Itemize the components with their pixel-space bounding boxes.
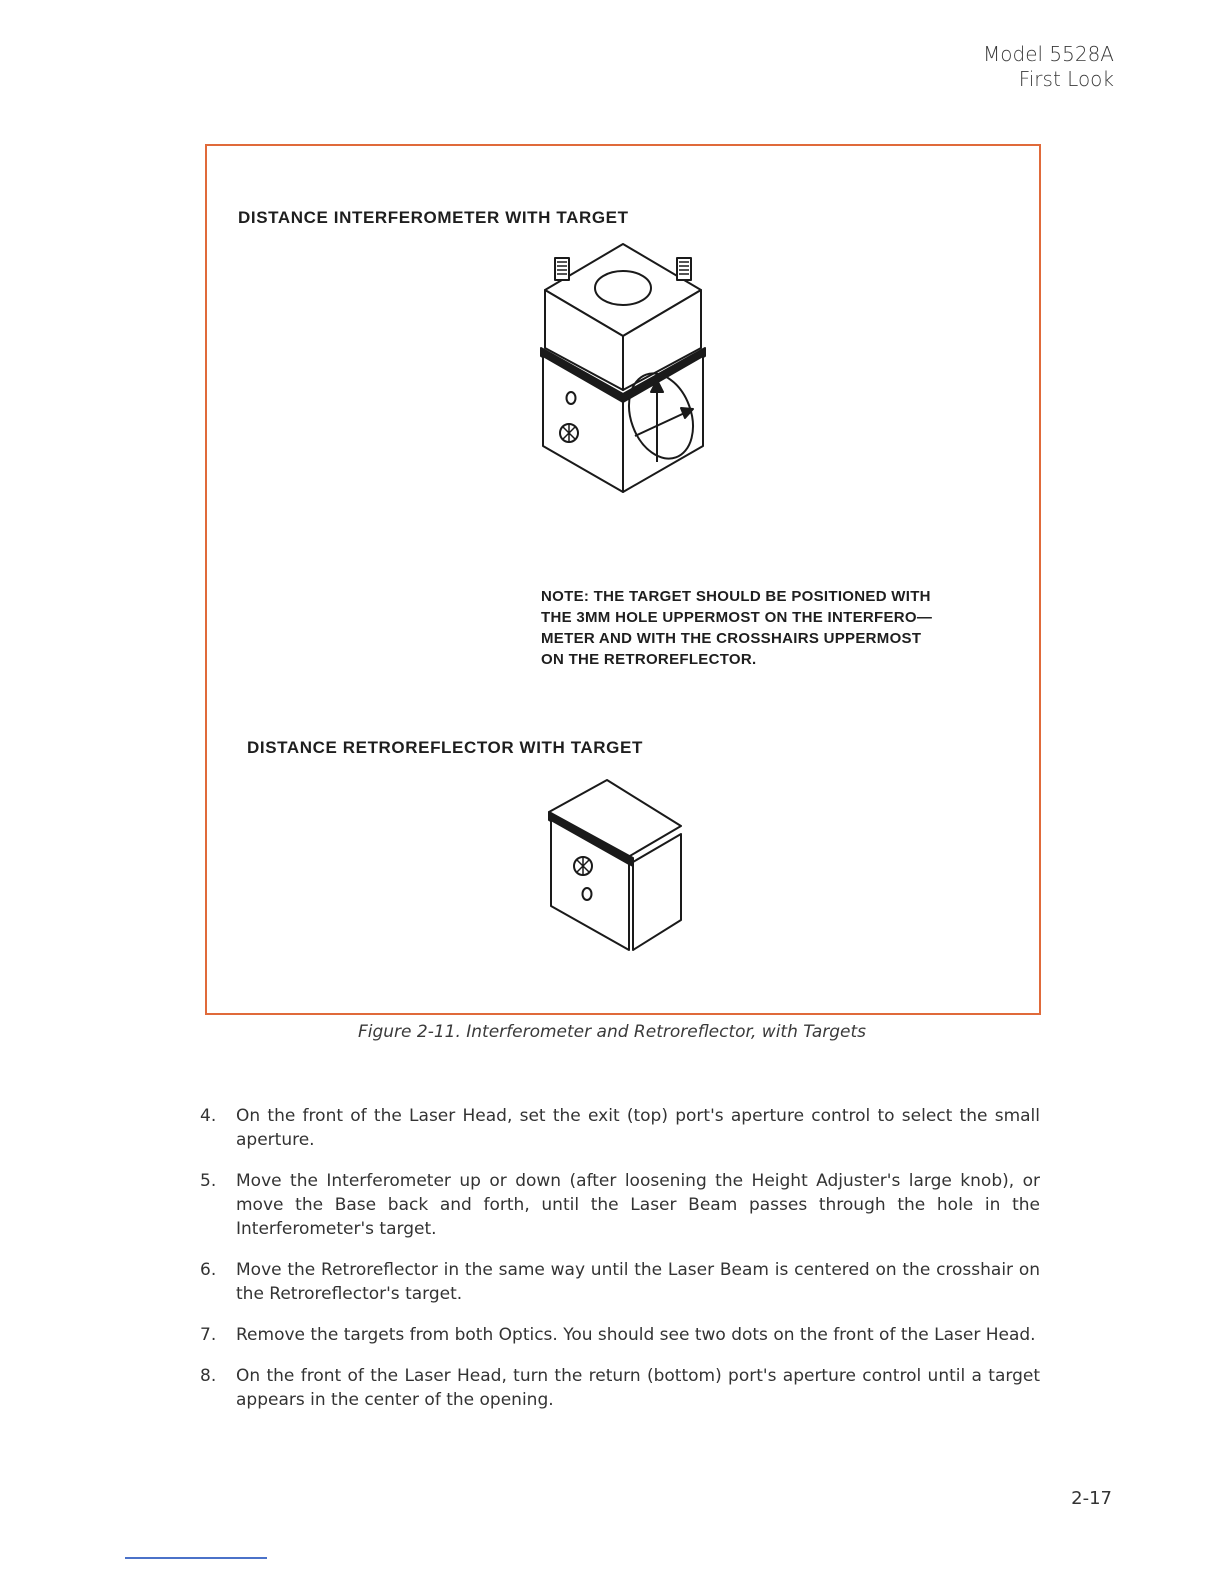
list-item [200, 1364, 1040, 1412]
list-item [200, 1104, 1040, 1152]
step-text: Move the Interferometer up or down (after loosening the Height Adjuster's large knob), or move the Base back and forth, until the Laser Beam passes through the hole in the Interferometer's target. [236, 1171, 1040, 1239]
note-line: THE 3MM HOLE UPPERMOST ON THE INTERFERO— [541, 609, 933, 626]
retroreflector-illustration [545, 778, 695, 958]
list-item [200, 1258, 1040, 1306]
retroreflector-heading: DISTANCE RETROREFLECTOR WITH TARGET [247, 738, 643, 757]
figure-frame [205, 144, 1041, 1015]
header-model: Model 5528A [983, 42, 1114, 66]
header-section: First Look [1018, 67, 1114, 91]
page-header [983, 42, 1114, 92]
step-number: 7. [200, 1325, 217, 1345]
interferometer-heading: DISTANCE INTERFEROMETER WITH TARGET [238, 208, 629, 227]
note-line: NOTE: THE TARGET SHOULD BE POSITIONED WITH [541, 588, 931, 605]
step-number: 8. [200, 1366, 217, 1386]
figure-note [541, 586, 1021, 670]
list-item [200, 1323, 1040, 1347]
step-text: Remove the targets from both Optics. You should see two dots on the front of the Laser Head. [236, 1325, 1036, 1345]
footer-rule [125, 1557, 267, 1559]
step-text: On the front of the Laser Head, set the exit (top) port's aperture control to select the small aperture. [236, 1106, 1040, 1150]
step-text: On the front of the Laser Head, turn the return (bottom) port's aperture control until a target appears in the center of the opening. [236, 1366, 1040, 1410]
interferometer-illustration [531, 240, 711, 500]
note-line: METER AND WITH THE CROSSHAIRS UPPERMOST [541, 630, 922, 647]
step-number: 5. [200, 1171, 217, 1191]
page-number: 2-17 [1071, 1488, 1112, 1509]
step-number: 6. [200, 1260, 217, 1280]
list-item [200, 1169, 1040, 1241]
note-line: ON THE RETROREFLECTOR. [541, 651, 757, 668]
procedure-steps [200, 1104, 1040, 1429]
figure-caption: Figure 2-11. Interferometer and Retroreflector, with Targets [357, 1022, 867, 1042]
step-number: 4. [200, 1106, 217, 1126]
step-text: Move the Retroreflector in the same way until the Laser Beam is centered on the crosshair on the Retroreflector's target. [236, 1260, 1040, 1304]
